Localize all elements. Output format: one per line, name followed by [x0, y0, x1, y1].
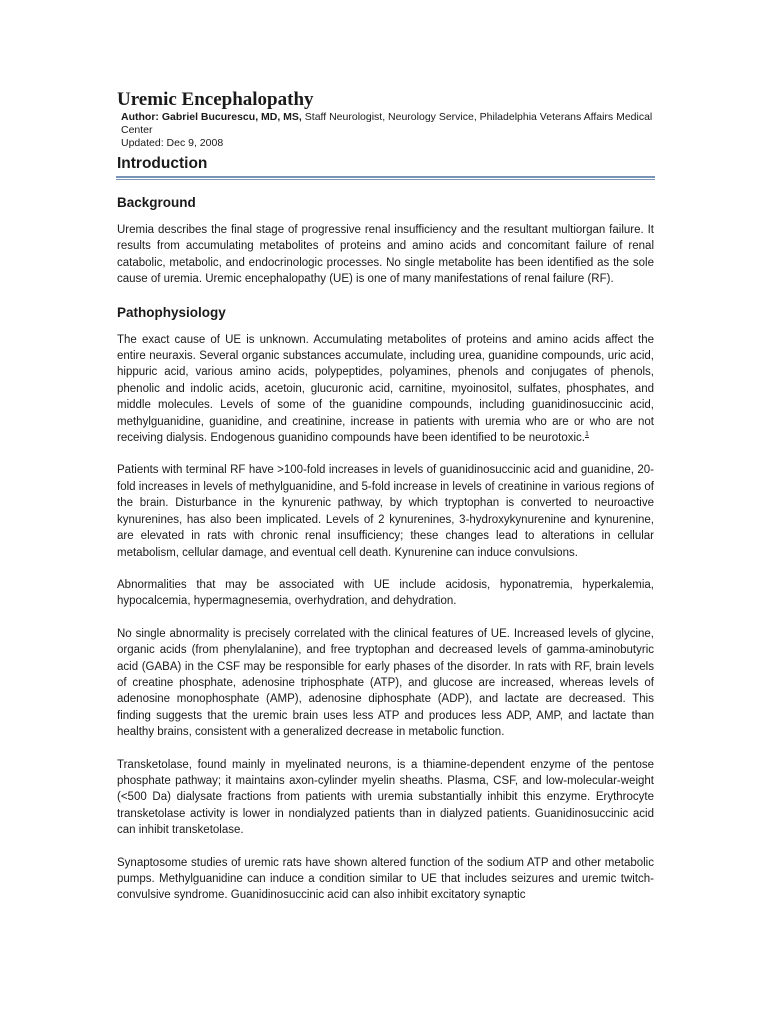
heading-pathophysiology: Pathophysiology — [117, 304, 226, 320]
section-divider — [116, 176, 655, 180]
updated-date: Updated: Dec 9, 2008 — [121, 137, 224, 149]
page-title: Uremic Encephalopathy — [117, 89, 314, 110]
author-name: Author: Gabriel Bucurescu, MD, MS, — [121, 111, 302, 123]
author-line — [121, 111, 654, 137]
pathophysiology-paragraph-1 — [117, 332, 654, 447]
article-meta — [117, 111, 654, 150]
document-body — [117, 89, 654, 920]
pathophysiology-paragraph-6: Synaptosome studies of uremic rats have shown altered function of the sodium ATP and other metabolic pumps. Methylguanidine can induce a condition similar to UE that includes seizures and uremic twitch-convulsive syndrome. Guanidinosuccinic acid can also inhibit excitatory synaptic — [117, 856, 654, 902]
pathophysiology-paragraph-2: Patients with terminal RF have >100-fold increases in levels of guanidinosuccinic acid and guanidine, 20-fold increases in levels of methylguanidine, and 5-fold increase in levels of creatinine in various regions of the brain. Disturbance in the kynurenic pathway, by which tryptophan is converted to neuroactive kynurenines, has also been implicated. Levels of 2 kynurenines, 3-hydroxykynurenine and kynurenine, are elevated in rats with chronic renal insufficiency; these changes lead to alterations in cellular metabolism, cellular damage, and eventual cell death. Kynurenine can induce convulsions. — [117, 464, 654, 559]
section-title-introduction: Introduction — [117, 155, 208, 172]
footnote-reference-link[interactable]: 1 — [585, 431, 589, 439]
pathophysiology-paragraph-3: Abnormalities that may be associated with UE include acidosis, hyponatremia, hyperkalemia, hypocalcemia, hypermagnesemia, overhydration, and dehydration. — [117, 578, 654, 608]
background-paragraph: Uremia describes the final stage of progressive renal insufficiency and the resultant multiorgan failure. It results from accumulating metabolites of proteins and amino acids and concomitant failure of renal catabolic, metabolic, and endocrinologic processes. No single metabolite has been identified as the sole cause of uremia. Uremic encephalopathy (UE) is one of many manifestations of renal failure (RF). — [117, 224, 654, 286]
pathophysiology-paragraph-5: Transketolase, found mainly in myelinated neurons, is a thiamine-dependent enzyme of the pentose phosphate pathway; it maintains axon-cylinder myelin sheaths. Plasma, CSF, and low-molecular-weight (<500 Da) dialysate fractions from patients with uremia substantially inhibit this enzyme. Erythrocyte transketolase activity is lower in nondialyzed patients than in dialyzed patients. Guanidinosuccinic acid can inhibit transketolase. — [117, 758, 654, 837]
pathophysiology-paragraph-4: No single abnormality is precisely correlated with the clinical features of UE. Increased levels of glycine, organic acids (from phenylalanine), and free tryptophan and decreased levels of gamma-aminobutyric acid (GABA) in the CSF may be responsible for early phases of the disorder. In rats with RF, brain levels of creatine phosphate, adenosine triphosphate (ATP), and glucose are increased, whereas levels of adenosine monophosphate (AMP), adenosine diphosphate (ADP), and lactate are decreased. This finding suggests that the uremic brain uses less ATP and produces less ADP, AMP, and lactate than healthy brains, consistent with a generalized decrease in metabolic function. — [117, 627, 654, 739]
paragraph-text: The exact cause of UE is unknown. Accumulating metabolites of proteins and amino acids affect the entire neuraxis. Several organic substances accumulate, including urea, guanidine compounds, uric acid, hippuric acid, various amino acids, polypeptides, polyamines, phenols and conjugates of phenols, phenolic and indolic acids, acetoin, glucuronic acid, carnitine, myoinositol, sulfates, phosphates, and middle molecules. Levels of some of the guanidine compounds, including guanidinosuccinic acid, methylguanidine, guanidine, and creatinine, increase in patients with uremia who are or who are not receiving dialysis. Endogenous guanidino compounds have been identified to be neurotoxic. — [117, 333, 654, 445]
heading-background: Background — [117, 195, 196, 210]
author-role: Staff Neurologist, Neurology Service, Philadelphia Veterans Affairs Medical Center — [121, 111, 653, 136]
